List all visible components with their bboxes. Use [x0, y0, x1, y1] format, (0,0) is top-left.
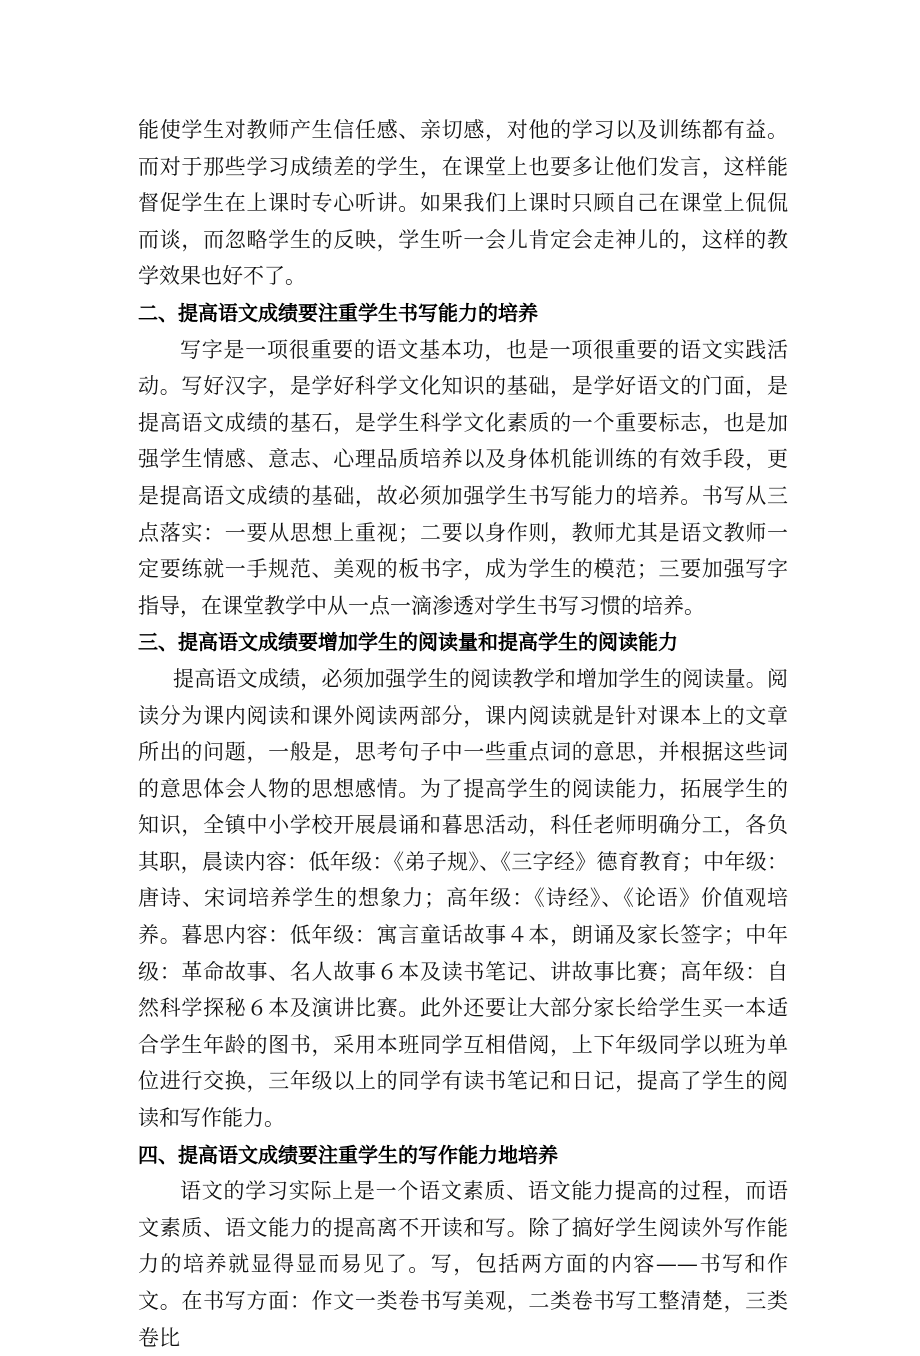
- paragraph-writing-skill: 写字是一项很重要的语文基本功，也是一项很重要的语文实践活动。写好汉字，是学好科学文化知识的基础，是学好语文的门面，是提高语文成绩的基石，是学生科学文化素质的一个重要标志，也是加强学生情感、意志、心理品质培养以及身体机能训练的有效手段，更是提高语文成绩的基础，故必须加强学生书写能力的培养。书写从三点落实：一要从思想上重视；二要以身作则，教师尤其是语文教师一定要练就一手规范、美观的板书字，成为学生的模范；三要加强写字指导，在课堂教学中从一点一滴渗透对学生书写习惯的培养。: [138, 337, 788, 618]
- paragraph-composition: 语文的学习实际上是一个语文素质、语文能力提高的过程，而语文素质、语文能力的提高离不开读和写。除了搞好学生阅读外写作能力的培养就显得显而易见了。写，包括两方面的内容——书写和作文。在书写方面：作文一类卷书写美观，二类卷书写工整清楚，三类卷比: [138, 1179, 788, 1350]
- paragraph-teacher-student-trust: 能使学生对教师产生信任感、亲切感，对他的学习以及训练都有益。而对于那些学习成绩差的学生，在课堂上也要多让他们发言，这样能督促学生在上课时专心听讲。如果我们上课时只顾自己在课堂上侃侃而谈，而忽略学生的反映，学生听一会儿肯定会走神儿的，这样的教学效果也好不了。: [138, 118, 788, 289]
- document-page: [138, 112, 788, 1356]
- section-heading-reading: 三、提高语文成绩要增加学生的阅读量和提高学生的阅读能力: [138, 630, 678, 655]
- section-heading-writing-skill: 二、提高语文成绩要注重学生书写能力的培养: [138, 300, 538, 325]
- section-heading-composition: 四、提高语文成绩要注重学生的写作能力地培养: [138, 1142, 558, 1167]
- paragraph-reading: 提高语文成绩，必须加强学生的阅读教学和增加学生的阅读量。阅读分为课内阅读和课外阅读两部分，课内阅读就是针对课本上的文章所出的问题，一般是，思考句子中一些重点词的意思，并根据这些词的意思体会人物的思想感情。为了提高学生的阅读能力，拓展学生的知识，全镇中小学校开展晨诵和暮思活动，科任老师明确分工，各负其职，晨读内容：低年级：《弟子规》、《三字经》德育教育；中年级：唐诗、宋词培养学生的想象力；高年级：《诗经》、《论语》价值观培养。暮思内容：低年级：寓言童话故事４本，朗诵及家长签字；中年级：革命故事、名人故事６本及读书笔记、讲故事比赛；高年级：自然科学探秘６本及演讲比赛。此外还要让大部分家长给学生买一本适合学生年龄的图书，采用本班同学互相借阅，上下年级同学以班为单位进行交换，三年级以上的同学有读书笔记和日记，提高了学生的阅读和写作能力。: [138, 666, 788, 1131]
